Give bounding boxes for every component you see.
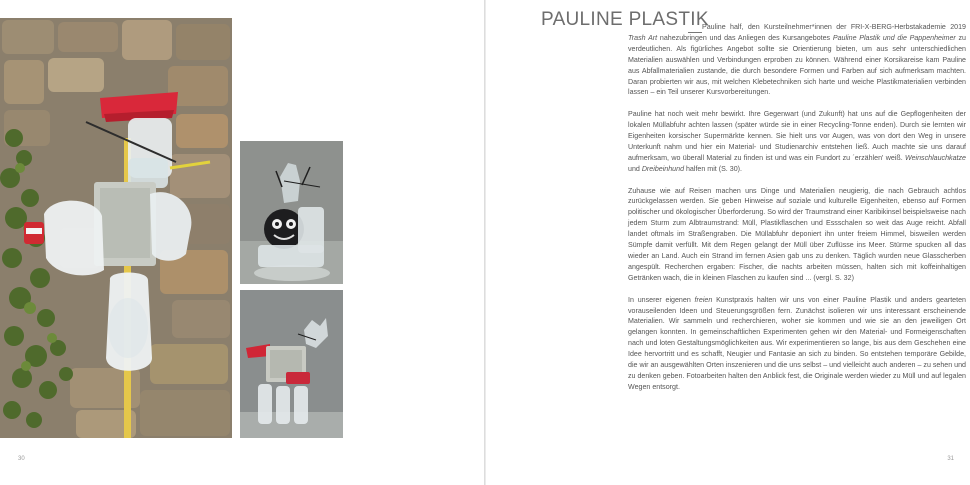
p2-mid: und — [628, 164, 642, 173]
photo-figure-bottles-image — [240, 290, 343, 438]
p3-pre: Zuhause wie auf Reisen machen uns Dinge und Materialien neugierig, die nach Gebrauch achtlos zurückgelassen werden. Sie geben Hinweise auf soziale und kulturelle Eigenheiten, ebenso auf Formen politischer und ökologischer Überforderung. So wird der Traumstrand einer Karibikinsel beispielsweise nach jedem Sturm zum Albtraumstrand: Müll, Plastikflaschen und Essschalen so weit das Auge reicht. Abfall landet oftmals im Straßengraben. Die Müllabfuhr deponiert ihn unter freiem Himmel, bisweilen werden Sümpfe damit verfüllt. Mit dem Regen gelangt der Müll über Zuflüsse ins Meer. Stürme spucken all das wieder an Land. Auch ein Strand im fernen Asien gab uns zu denken. Täglich wurden neue Glasscherben angespült. Recherchen ergaben: Fischer, die nachts arbeiten müssen, halten sich mit koffeinhaltigen Getränken wach, die in kleinen Flaschen zu kaufen sind ... (vergl. S. 32) — [628, 186, 966, 282]
p1-em2: Pauline Plastik und die Pappenheimer — [832, 33, 956, 42]
p1-pre: Pauline half, den Kursteilnehmer*innen der FRI-X-BERG-Herbstakademie 2019 — [702, 23, 966, 31]
p2-em1: Weinschlauchkatze — [905, 153, 966, 162]
photo-plastic-figure-face — [240, 141, 343, 284]
p4-pre: In unserer eigenen — [628, 295, 695, 304]
photo-plastic-figure-wall — [0, 18, 232, 438]
paragraph-2 — [628, 109, 966, 174]
p2-pre: Pauline hat noch weit mehr bewirkt. Ihre Gegenwart (und Zukunft) hat uns auf die Gepflogenheiten der lokalen Müllabfuhr achten lassen (später würde sie in einer Recycling-Tonne enden). Durch sie lernten wir Eigenheiten korsischer Supermärkte kennen. Sie hielt uns vor Augen, was von dort den Weg in unsere Unterkunft nahm und hier ein Material- und Studienarchiv entstehen ließ. Auch machte sie uns darauf aufmerksam, wo überall Material zu finden ist und was ein Fundort zu ´erzählen' weiß. — [628, 110, 966, 162]
photo-figure-wall-image — [0, 18, 232, 438]
article-body — [541, 9, 966, 404]
p2-em2: Dreibeinhund — [641, 164, 685, 173]
p1-post: zu verdeutlichen. Als figürliches Angebot sollte sie Orientierung bieten, um aus sehr unterschiedlichen Materialien auswählen und Verbindungen erproben zu können. Während einer Korsikareise kam Pauline aus Abfallmaterialien zustande, die durch besondere Formen und Farben auf sich aufmerksam machten. Daran probierten wir aus, mit welchen Klebetechniken sich harte und weiche Plastikmaterialien verbinden lassen – ein Teil unserer Kursvorbereitungen. — [628, 33, 966, 97]
photo-plastic-figure-bottles — [240, 290, 343, 438]
paragraph-3 — [628, 186, 966, 284]
p1-mid: nahezubringen und das Anliegen des Kursangebotes — [657, 33, 833, 42]
p4-em1: freien — [694, 295, 713, 304]
article-headline: PAULINE PLASTIK — [541, 9, 709, 30]
photo-figure-face-image — [240, 141, 343, 284]
page-number-right: 31 — [947, 456, 954, 462]
p4-mid: Kunstpraxis halten wir uns von einer Pauline Plastik und anders gearteten vorauseilenden Ideen und Steuerungsgrößen fern. Zunächst isolieren wir uns interessant erscheinende Materialien. Wir sammeln und recherchieren, woher sie kommen und wie sie an den jeweiligen Ort gelangen konnten. In gemeinschaftlichen Experimenten gehen wir den Material- und Formeigenschaften nach und loten Gestaltungsmöglichkeiten aus. Wir experimentieren so lange, bis aus dem Geschehen eine Idee hervortritt und es schafft, Neugier und Fantasie an sich zu binden. So entstehen temporäre Gebilde, die wir an ausgewählten Orten inszenieren und die uns selbst – und vielleicht auch anderen – zu sehen und zu denken geben. Fotoarbeiten halten den Anblick fest, die Originale werden wieder zu Müll und auf legalen Wegen entsorgt. — [628, 295, 966, 391]
page-number-left: 30 — [18, 456, 25, 462]
left-page — [0, 0, 484, 485]
headline-rule — [688, 32, 702, 33]
paragraph-1 — [628, 22, 966, 98]
p1-em1: Trash Art — [628, 33, 658, 42]
p2-post: halfen mit (S. 30). — [684, 164, 742, 173]
paragraph-4 — [628, 295, 966, 393]
